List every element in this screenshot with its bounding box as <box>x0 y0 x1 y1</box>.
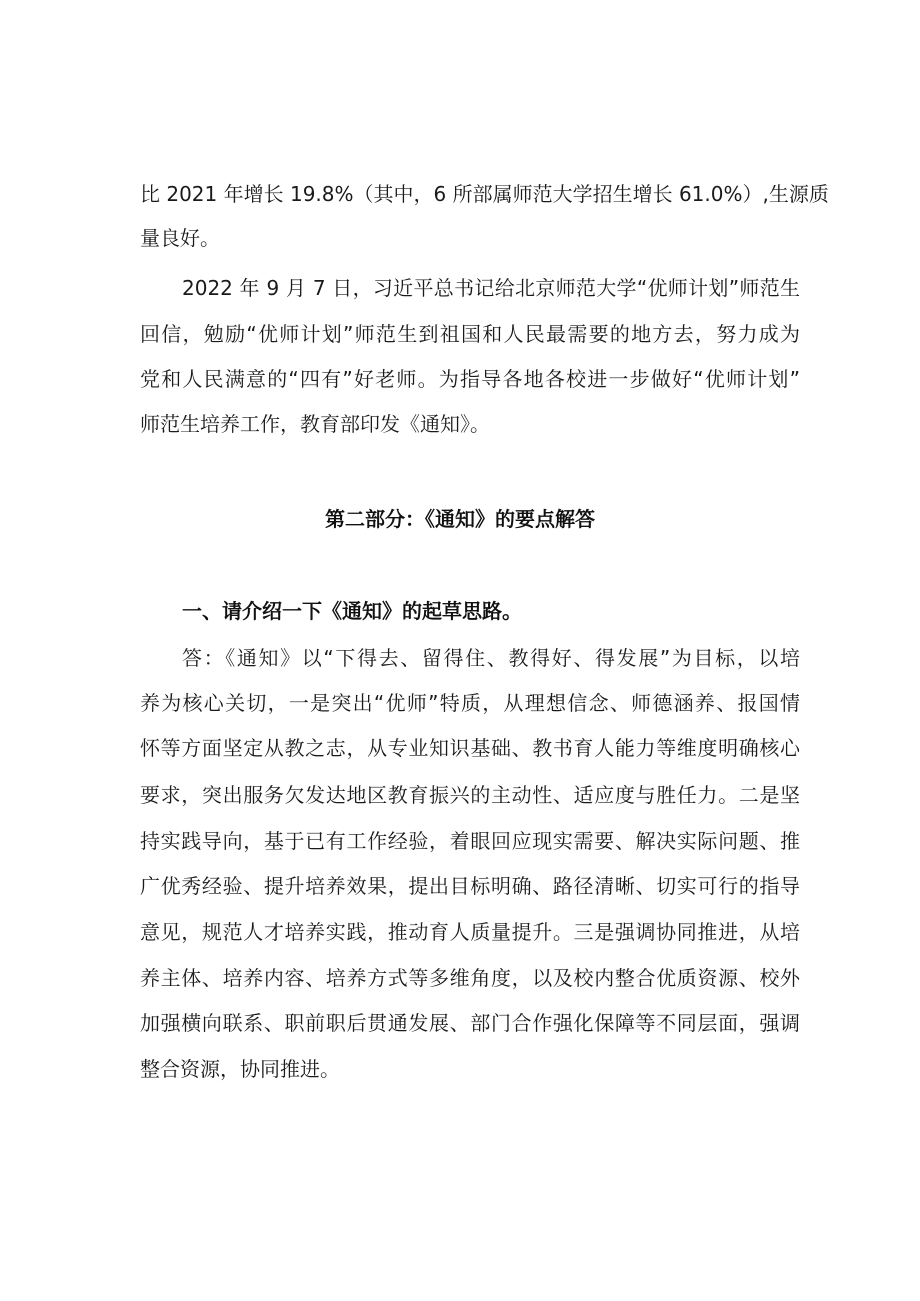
answer-line-9: 加强横向联系、职前职后贯通发展、部门合作强化保障等不同层面，强调 <box>140 1011 800 1035</box>
background-line-2: 回信，勉励“优师计划”师范生到祖国和人民最需要的地方去，努力成为 <box>140 322 800 346</box>
answer-line-5: 持实践导向，基于已有工作经验，着眼回应现实需要、解决实际问题、推 <box>140 829 800 853</box>
answer-line-6: 广优秀经验、提升培养效果，提出目标明确、路径清晰、切实可行的指导 <box>140 874 800 898</box>
question-heading: 一、请介绍一下《通知》的起草思路。 <box>182 599 522 623</box>
answer-line-1: 答：《通知》以“下得去、留得住、教得好、得发展”为目标，以培 <box>182 646 800 670</box>
intro-line-2: 量良好。 <box>140 226 220 250</box>
answer-line-7: 意见，规范人才培养实践，推动育人质量提升。三是强调协同推进，从培 <box>140 920 800 944</box>
intro-line-1: 比 2021 年增长 19.8%（其中，6 所部属师范大学招生增长 61.0%）,生源质 <box>140 182 829 206</box>
background-line-3: 党和人民满意的“四有”好老师。为指导各地各校进一步做好“优师计划” <box>140 367 800 391</box>
background-line-1: 2022 年 9 月 7 日，习近平总书记给北京师范大学“优师计划”师范生 <box>182 276 800 300</box>
answer-line-4: 要求，突出服务欠发达地区教育振兴的主动性、适应度与胜任力。二是坚 <box>140 783 800 807</box>
answer-line-3: 怀等方面坚定从教之志，从专业知识基础、教书育人能力等维度明确核心 <box>140 736 800 760</box>
section-title: 第二部分：《通知》的要点解答 <box>325 507 595 531</box>
answer-line-2: 养为核心关切，一是突出“优师”特质，从理想信念、师德涵养、报国情 <box>140 691 800 715</box>
background-line-4: 师范生培养工作，教育部印发《通知》。 <box>140 412 490 436</box>
answer-line-8: 养主体、培养内容、培养方式等多维角度，以及校内整合优质资源、校外 <box>140 966 800 990</box>
answer-line-10: 整合资源，协同推进。 <box>140 1057 340 1081</box>
